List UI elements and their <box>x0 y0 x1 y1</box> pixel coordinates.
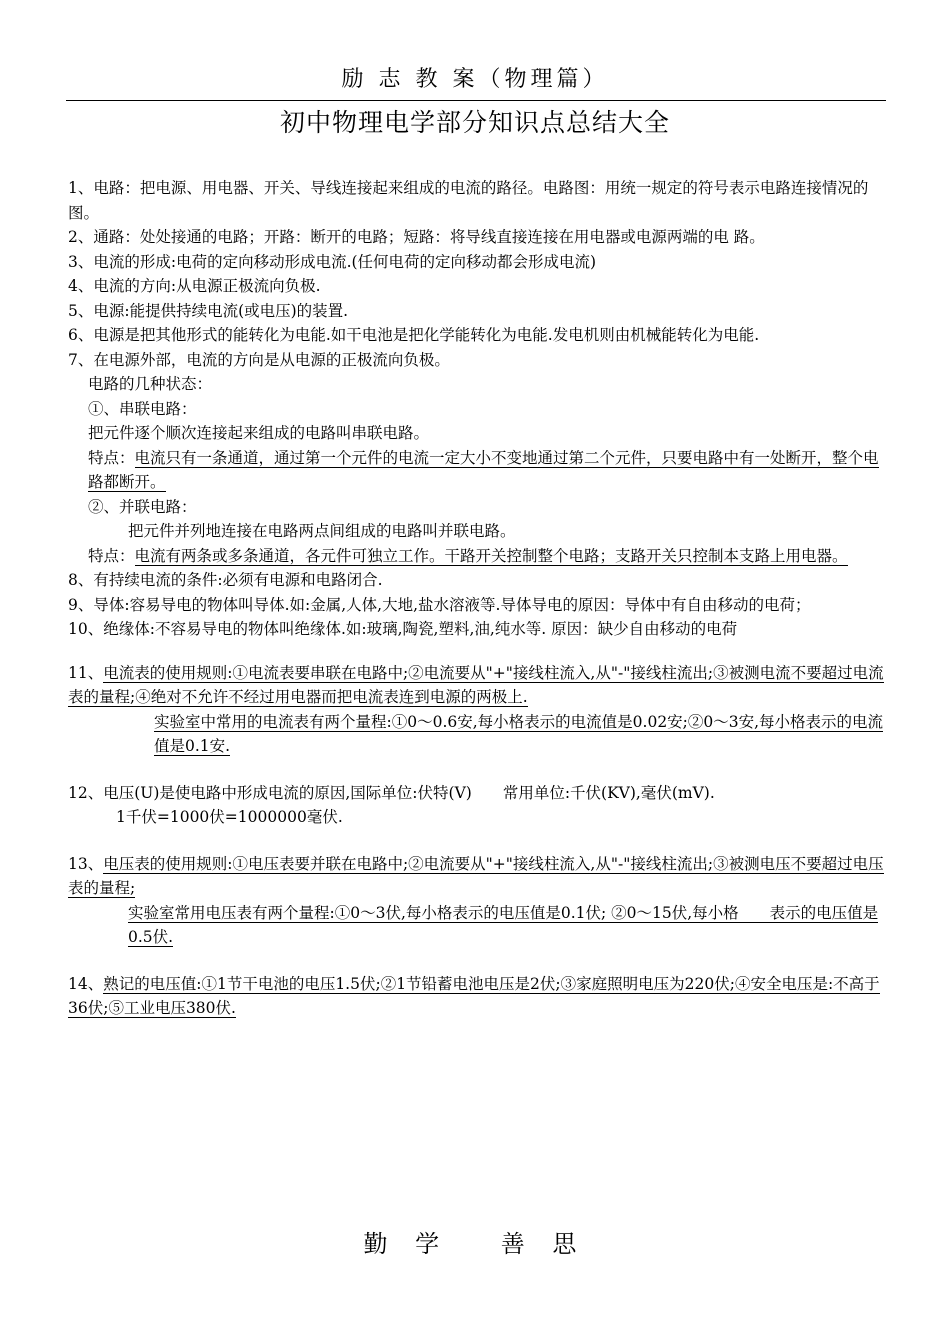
paragraph-13 <box>68 852 886 901</box>
series-circuit-heading: ①、串联电路： <box>88 399 197 418</box>
paragraph-14 <box>68 972 886 1021</box>
paragraph-12: 12、电压(U)是使电路中形成电流的原因,国际单位:伏特(V) 常用单位:千伏(KV),毫伏(mV). <box>68 783 715 802</box>
series-circuit-definition: 把元件逐个顺次连接起来组成的电路叫串联电路。 <box>88 424 430 442</box>
paragraph-number: 14、 <box>68 974 104 993</box>
paragraph-number: 11、 <box>68 663 104 682</box>
document-body <box>68 176 886 1021</box>
voltmeter-rules-text: 电压表的使用规则:①电压表要并联在电路中;②电流要从"+"接线柱流入,从"-"接线柱流出;③被测电压不要超过电压表的量程; <box>68 854 884 897</box>
circuit-states-heading: 电路的几种状态： <box>88 375 213 393</box>
paragraph-1: 1、电路：把电源、用电器、开关、导线连接起来组成的电流的路径。电路图：用统一规定的符号表示电路连接情况的图。 <box>68 179 869 222</box>
voltmeter-ranges-text: 实验室常用电压表有两个量程:①0～3伏,每小格表示的电压值是0.1伏; ②0～15伏,每小格 表示的电压值是0.5伏. <box>128 903 879 946</box>
footer-motto: 勤 学 善 思 <box>363 1230 587 1258</box>
voltage-conversion: 1千伏=1000伏=1000000毫伏. <box>116 808 343 826</box>
paragraph-8: 8、有持续电流的条件:必须有电源和电路闭合. <box>68 571 383 589</box>
series-circuit-features <box>68 446 886 495</box>
spacer <box>68 759 886 781</box>
paragraph-2: 2、通路：处处接通的电路；开路：断开的电路；短路：将导线直接连接在用电器或电源两端的电 路。 <box>68 228 765 246</box>
features-label: 特点： <box>88 448 135 467</box>
ammeter-ranges <box>68 710 886 759</box>
ammeter-ranges-text: 实验室中常用的电流表有两个量程:①0～0.6安,每小格表示的电流值是0.02安;②0～3安,每小格表示的电流值是0.1安. <box>154 712 884 755</box>
header-divider <box>66 100 886 101</box>
spacer <box>68 830 886 852</box>
series-features-text: 电流只有一条通道，通过第一个元件的电流一定大小不变地通过第二个元件，只要电路中有一处断开，整个电路都断开。 <box>88 448 879 491</box>
document-title: 初中物理电学部分知识点总结大全 <box>279 108 670 137</box>
features-label: 特点： <box>88 546 135 565</box>
voltage-values-text: 熟记的电压值:①1节干电池的电压1.5伏;②1节铅蓄电池电压是2伏;③家庭照明电压为220伏;④安全电压是:不高于36伏;⑤工业电压380伏. <box>68 974 880 1017</box>
voltmeter-ranges <box>68 901 886 950</box>
ammeter-rules-text: 电流表的使用规则:①电流表要串联在电路中;②电流要从"+"接线柱流入,从"-"接线柱流出;③被测电流不要超过电流表的量程;④绝对不允许不经过用电器而把电流表连到电源的两极上. <box>68 663 884 706</box>
header-title: 励 志 教 案（物理篇） <box>341 67 609 92</box>
paragraph-number: 13、 <box>68 854 104 873</box>
paragraph-3: 3、电流的形成:电荷的定向移动形成电流.(任何电荷的定向移动都会形成电流) <box>68 252 597 271</box>
paragraph-6: 6、电源是把其他形式的能转化为电能.如干电池是把化学能转化为电能.发电机则由机械能转化为电能. <box>68 326 760 344</box>
parallel-circuit-features <box>68 544 886 569</box>
paragraph-5: 5、电源:能提供持续电流(或电压)的装置. <box>68 301 349 320</box>
parallel-circuit-heading: ②、并联电路： <box>88 497 197 516</box>
parallel-circuit-definition: 把元件并列地连接在电路两点间组成的电路叫并联电路。 <box>128 522 516 540</box>
paragraph-11 <box>68 661 886 710</box>
paragraph-10: 10、绝缘体:不容易导电的物体叫绝缘体.如:玻璃,陶瓷,塑料,油,纯水等. 原因：缺少自由移动的电荷 <box>68 620 738 638</box>
spacer <box>68 950 886 972</box>
parallel-features-text: 电流有两条或多条通道，各元件可独立工作。干路开关控制整个电路；支路开关只控制本支路上用电器。 <box>134 546 848 565</box>
paragraph-4: 4、电流的方向:从电源正极流向负极. <box>68 277 321 295</box>
paragraph-7: 7、在电源外部，电流的方向是从电源的正极流向负极。 <box>68 350 450 369</box>
spacer <box>68 642 886 661</box>
paragraph-9: 9、导体:容易导电的物体叫导体.如:金属,人体,大地,盐水溶液等.导体导电的原因：导体中有自由移动的电荷； <box>68 595 811 614</box>
